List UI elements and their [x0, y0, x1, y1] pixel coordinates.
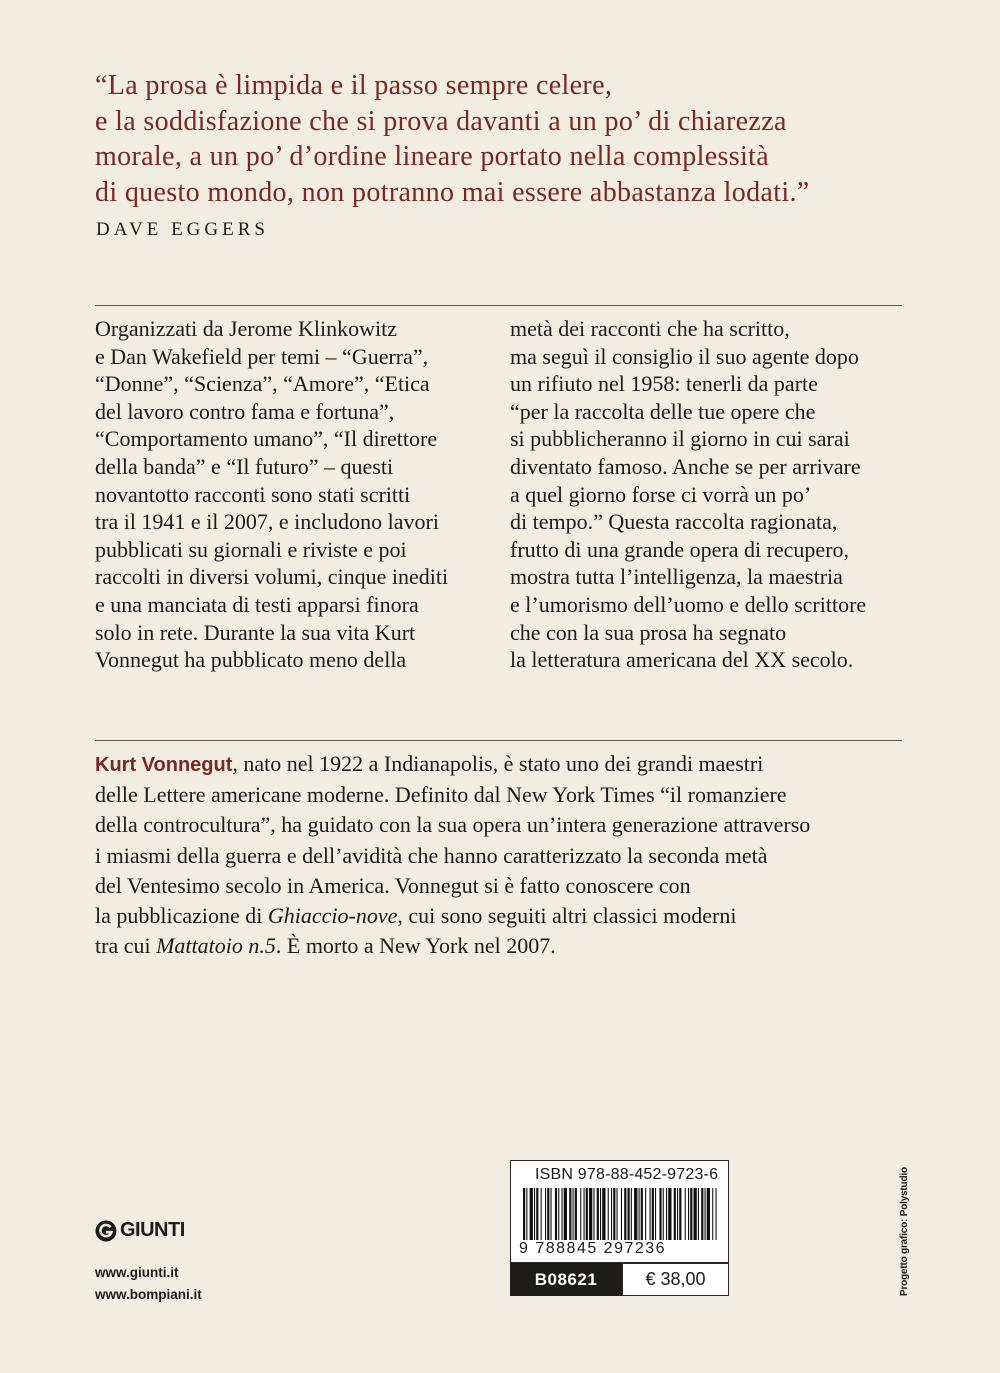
quote-author: DAVE EGGERS — [96, 219, 269, 240]
barcode-bar — [611, 1188, 612, 1240]
barcode-bar — [555, 1188, 557, 1240]
barcode-bar — [545, 1188, 546, 1240]
barcode-bar — [624, 1188, 626, 1240]
text-line: che con la sua prosa ha segnato — [510, 619, 787, 645]
barcode-bar — [655, 1188, 656, 1240]
text-line: diventato famoso. Anche se per arrivare — [510, 453, 861, 479]
bio-text: . È morto a New York nel 2007. — [275, 933, 556, 959]
text-line: ma seguì il consiglio il suo agente dopo — [510, 343, 859, 369]
barcode-digits: 9 788845 297236 — [519, 1240, 667, 1257]
barcode-bar — [639, 1188, 640, 1240]
barcode-bar — [685, 1188, 686, 1240]
quote-block — [95, 68, 915, 210]
bio-text: la pubblicazione di — [95, 903, 268, 929]
publisher-logo — [95, 1219, 185, 1242]
divider-top — [95, 305, 902, 306]
text-line: novantotto racconti sono stati scritti — [95, 481, 411, 507]
barcode-bar — [712, 1188, 713, 1240]
barcode-bar — [551, 1188, 552, 1240]
barcode-bar — [705, 1188, 706, 1240]
text-line: si pubblicheranno il giorno in cui sarai — [510, 426, 850, 452]
quote-line: “La prosa è limpida e il passo sempre celere, — [95, 70, 613, 101]
author-bio — [95, 749, 810, 961]
barcode-bar — [652, 1188, 654, 1240]
barcode-bar — [584, 1188, 585, 1240]
text-line: metà dei racconti che ha scritto, — [510, 316, 790, 341]
product-code: B08621 — [510, 1263, 622, 1296]
bio-text: , nato nel 1922 a Indianapolis, è stato uno dei grandi maestri — [232, 751, 764, 776]
bio-line: delle Lettere americane moderne. Definito dal New York Times “il romanziere — [95, 782, 787, 808]
barcode-bar — [608, 1188, 609, 1240]
text-line: e l’umorismo dell’uomo e dello scrittore — [510, 591, 867, 617]
barcode-bar — [650, 1188, 651, 1240]
barcode-bar — [668, 1188, 671, 1240]
barcode-bar — [666, 1188, 667, 1240]
barcode-bar — [558, 1188, 559, 1240]
barcode-bar — [526, 1188, 527, 1240]
barcode-bar — [580, 1188, 581, 1240]
barcode-bar — [641, 1188, 643, 1240]
text-line: frutto di una grande opera di recupero, — [510, 536, 850, 562]
text-line: Organizzati da Jerome Klinkowitz — [95, 316, 397, 341]
barcode-bar — [534, 1188, 535, 1240]
barcode-bar — [613, 1188, 615, 1240]
description-right-column — [510, 315, 866, 674]
barcode-bar — [586, 1188, 588, 1240]
bio-line — [95, 931, 810, 961]
text-line: del lavoro contro fama e fortuna”, — [95, 398, 395, 424]
barcode-bar — [530, 1188, 533, 1240]
text-line: di tempo.” Questa raccolta ragionata, — [510, 509, 838, 535]
bio-line: i miasmi della guerra e dell’avidità che hanno caratterizzato la seconda metà — [95, 842, 768, 868]
bio-text: , cui sono seguiti altri classici moderni — [397, 903, 737, 929]
barcode-bar — [677, 1188, 678, 1240]
book-title-mattatoio: Mattatoio n.5 — [156, 933, 276, 959]
barcode-bar — [631, 1188, 632, 1240]
barcode-bar — [628, 1188, 630, 1240]
barcode-bar — [600, 1188, 601, 1240]
barcode-bar — [523, 1188, 525, 1240]
text-line: tra il 1941 e il 2007, e includono lavori — [95, 509, 439, 535]
quote-line: morale, a un po’ d’ordine lineare portato nella complessità — [95, 141, 770, 172]
text-line: mostra tutta l’intelligenza, la maestria — [510, 564, 843, 590]
barcode-bar — [663, 1188, 664, 1240]
url-giunti: www.giunti.it — [95, 1265, 179, 1280]
bio-line: della controcultura”, ha guidato con la sua opera un’intera generazione attraverso — [95, 812, 811, 838]
barcode-bar — [621, 1188, 622, 1240]
bio-line — [95, 749, 810, 780]
barcode-bar — [541, 1188, 542, 1240]
barcode-bar — [634, 1188, 637, 1240]
text-line: solo in rete. Durante la sua vita Kurt — [95, 619, 416, 645]
barcode-bar — [575, 1188, 577, 1240]
barcode-bars — [521, 1188, 721, 1240]
url-bompiani: www.bompiani.it — [95, 1287, 202, 1302]
design-credit: Progetto grafico: Polystudio — [899, 1167, 910, 1296]
publisher-logo-text: GIUNTI — [120, 1219, 185, 1241]
author-name: Kurt Vonnegut — [95, 754, 233, 776]
book-title-ghiaccio-nove: Ghiaccio-nove — [267, 903, 398, 929]
text-line: la letteratura americana del XX secolo. — [510, 647, 854, 673]
barcode-bar — [707, 1188, 710, 1240]
barcode-bar — [659, 1188, 661, 1240]
quote-line: e la soddisfazione che si prova davanti a un po’ di chiarezza — [95, 105, 787, 137]
barcode-bar — [688, 1188, 689, 1240]
text-line: “Comportamento umano”, “Il direttore — [95, 426, 438, 452]
bio-line: del Ventesimo secolo in America. Vonnegut si è fatto conoscere con — [95, 872, 691, 898]
barcode-bar — [562, 1188, 563, 1240]
barcode-bar — [593, 1188, 594, 1240]
barcode-bar — [679, 1188, 681, 1240]
text-line: pubblicati su giornali e riviste e poi — [95, 536, 407, 562]
barcode-bar — [569, 1188, 571, 1240]
bio-line — [95, 901, 810, 931]
barcode-bar — [690, 1188, 692, 1240]
quote-line: di questo mondo, non potranno mai essere abbastanza lodati.” — [95, 176, 810, 208]
text-line: e Dan Wakefield per temi – “Guerra”, — [95, 343, 429, 369]
barcode-bar — [698, 1188, 699, 1240]
text-line: raccolti in diversi volumi, cinque inediti — [95, 564, 449, 590]
text-line: a quel giorno forse ci vorrà un po’ — [510, 481, 812, 507]
barcode-panel — [510, 1160, 729, 1263]
publisher-urls — [95, 1262, 202, 1306]
isbn-label: ISBN 978-88-452-9723-6 — [535, 1166, 719, 1183]
barcode-bar — [573, 1188, 574, 1240]
divider-bottom — [95, 740, 902, 741]
barcode-bar — [701, 1188, 703, 1240]
barcode-bar — [602, 1188, 605, 1240]
barcode-bar — [589, 1188, 592, 1240]
barcode-bar — [716, 1188, 717, 1240]
barcode-bar — [694, 1188, 697, 1240]
price: € 38,00 — [622, 1263, 729, 1296]
barcode-bar — [617, 1188, 618, 1240]
text-line: un rifiuto nel 1958: tenerli da parte — [510, 371, 818, 397]
barcode-bar — [564, 1188, 567, 1240]
barcode-bar — [674, 1188, 676, 1240]
text-line: “per la raccolta delle tue opere che — [510, 398, 816, 424]
barcode-bar — [645, 1188, 646, 1240]
barcode-bar — [597, 1188, 599, 1240]
text-line: “Donne”, “Scienza”, “Amore”, “Etica — [95, 371, 430, 397]
text-line: Vonnegut ha pubblicato meno della — [95, 647, 407, 673]
barcode-bar — [547, 1188, 549, 1240]
giunti-g-icon — [95, 1220, 117, 1242]
barcode-bar — [536, 1188, 538, 1240]
description-left-column — [95, 315, 448, 674]
text-line: e una manciata di testi apparsi finora — [95, 591, 419, 617]
bio-text: tra cui — [95, 933, 157, 959]
text-line: della banda” e “Il futuro” – questi — [95, 453, 394, 479]
